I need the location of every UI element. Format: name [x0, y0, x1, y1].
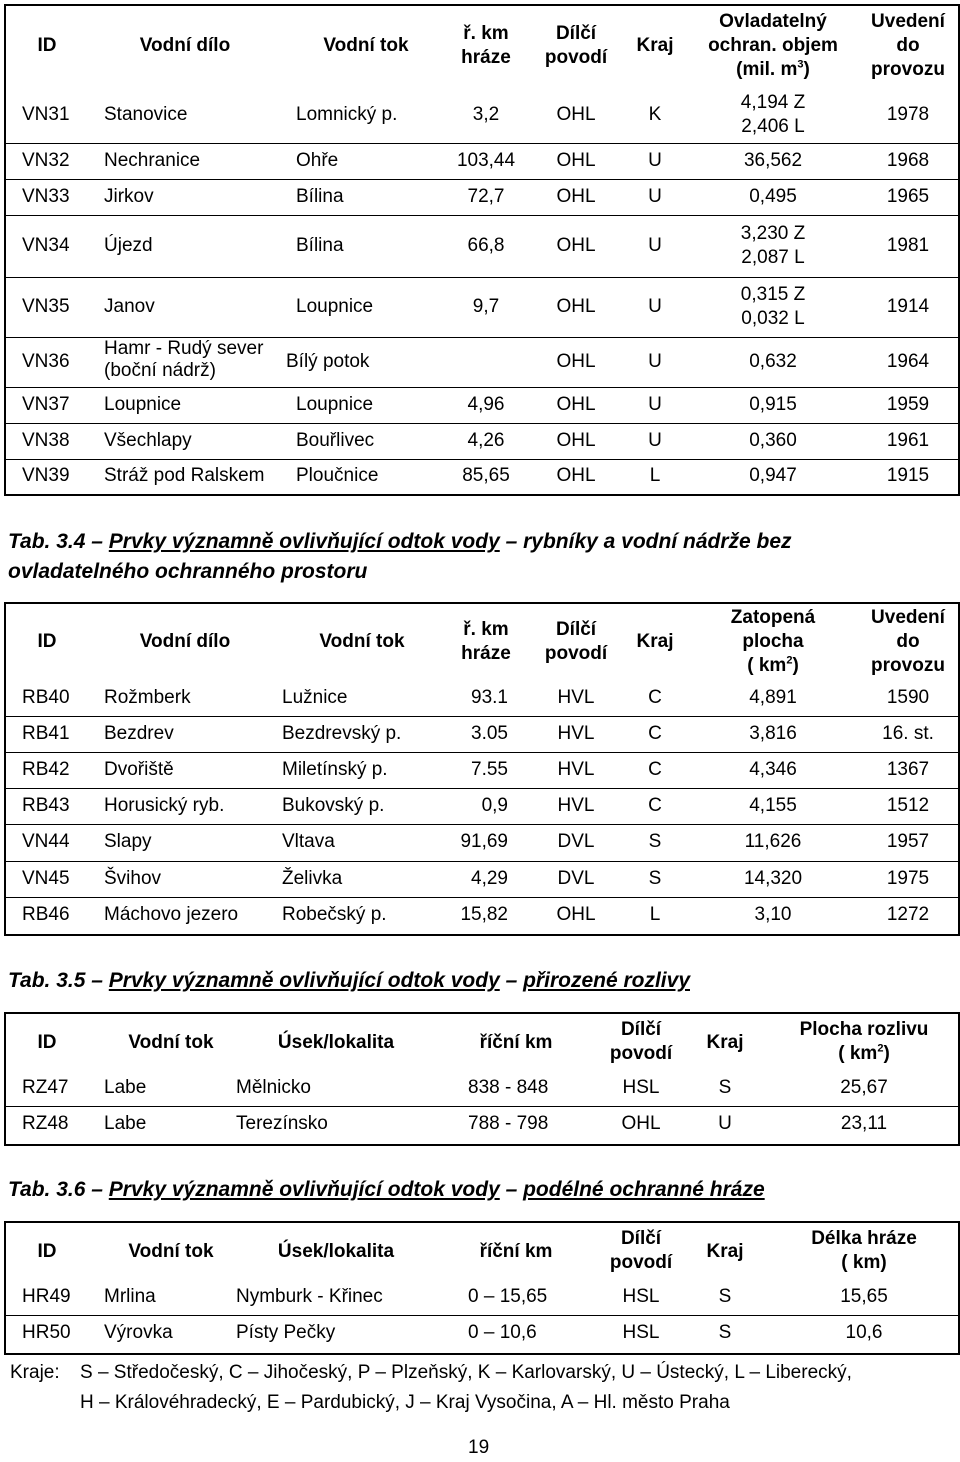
- cell-kraj: C: [648, 795, 662, 816]
- cell-kraj: C: [648, 723, 662, 744]
- cell-id: HR50: [22, 1322, 71, 1343]
- legend-line1: S – Středočeský, C – Jihočeský, P – Plzeňský, K – Karlovarský, U – Ústecký, L – Liberecký,: [80, 1362, 852, 1383]
- caption-tail: podélné ochranné hráze: [523, 1178, 765, 1201]
- cell-km: 66,8: [467, 235, 505, 256]
- cell-povodi: OHL: [556, 186, 596, 207]
- superscript: 2: [786, 654, 793, 667]
- cell-id: RB41: [22, 723, 70, 744]
- caption-underlined: Prvky významně ovlivňující odtok vody: [108, 530, 500, 553]
- col-header-povodi: [536, 22, 616, 70]
- table-row: [6, 86, 958, 143]
- col-header-kraj: Kraj: [636, 35, 674, 56]
- header-line: plocha: [742, 631, 804, 652]
- cell-povodi: OHL: [556, 465, 596, 486]
- cell-rok: 1512: [886, 795, 930, 816]
- col-header-dilo: Vodní dílo: [139, 631, 231, 652]
- col-header-km: [446, 22, 526, 70]
- header-line: ( km): [841, 1252, 887, 1273]
- table-rybniky: [4, 602, 960, 936]
- cell-km: 788 - 798: [468, 1113, 549, 1134]
- header-line: povodí: [544, 47, 608, 68]
- cell-povodi: OHL: [556, 394, 596, 415]
- cell-km: 15,82: [460, 904, 508, 925]
- cell-dilo: Máchovo jezero: [104, 904, 239, 925]
- header-part: ( km: [747, 655, 787, 676]
- caption-underlined: Prvky významně ovlivňující odtok vody: [108, 1178, 500, 1201]
- cell-id: RZ48: [22, 1113, 69, 1134]
- cell-objem: 2,087 L: [741, 247, 805, 268]
- cell-dilo: Bezdrev: [104, 723, 174, 744]
- cell-plocha: 11,626: [744, 831, 802, 852]
- cell-kraj: C: [648, 759, 662, 780]
- cell-tok: Výrovka: [104, 1322, 173, 1343]
- cell-povodi: DVL: [557, 868, 595, 889]
- cell-km: 91,69: [460, 831, 508, 852]
- col-header-tok: Vodní tok: [319, 631, 405, 652]
- cell-povodi: OHL: [556, 296, 596, 317]
- cell-id: VN38: [22, 430, 70, 451]
- header-part: (mil. m: [736, 59, 798, 80]
- col-header-plocha: [770, 1018, 958, 1066]
- cell-id: VN33: [22, 186, 70, 207]
- header-line: Ovladatelný: [719, 11, 827, 32]
- header-line: ř. km: [463, 619, 509, 640]
- caption-tab-3-5: Tab. 3.5 – Prvky významně ovlivňující odtok vody – přirozené rozlivy: [8, 969, 690, 992]
- cell-objem: 36,562: [743, 150, 803, 171]
- cell-rok: 1367: [886, 759, 930, 780]
- table-row: [6, 752, 958, 788]
- cell-kraj: S: [648, 831, 662, 852]
- col-header-povodi: [601, 1227, 681, 1275]
- cell-dilo: Jirkov: [104, 186, 154, 207]
- cell-tok: Bílý potok: [286, 351, 370, 372]
- cell-tok: Bukovský p.: [282, 795, 385, 816]
- col-header-id: ID: [37, 631, 57, 652]
- table-row: [6, 897, 958, 933]
- cell-povodi: OHL: [621, 1113, 661, 1134]
- cell-km: 0,9: [481, 795, 508, 816]
- cell-plocha: 4,155: [749, 795, 797, 816]
- cell-tok: Miletínský p.: [282, 759, 388, 780]
- cell-kraj: S: [648, 868, 662, 889]
- table-header: [6, 6, 958, 86]
- cell-value: 10,6: [845, 1322, 883, 1343]
- header-line: provozu: [871, 655, 945, 676]
- header-line: ochran. objem: [708, 35, 838, 56]
- cell-kraj: S: [718, 1322, 732, 1343]
- cell-tok: Bílina: [296, 235, 344, 256]
- cell-kraj: U: [648, 296, 662, 317]
- header-line: [698, 58, 848, 82]
- cell-km: 7.55: [471, 759, 508, 780]
- cell-rok: 1590: [886, 687, 930, 708]
- cell-povodi: HVL: [557, 723, 595, 744]
- cell-objem: 0,495: [749, 186, 797, 207]
- cell-povodi: OHL: [556, 104, 596, 125]
- table-hraze: [4, 1221, 960, 1355]
- cell-id: VN36: [22, 351, 70, 372]
- cell-povodi: HSL: [622, 1286, 660, 1307]
- col-header-tok: Vodní tok: [128, 1241, 214, 1262]
- cell-value: 25,67: [840, 1077, 888, 1098]
- table-header: [6, 604, 958, 680]
- cell-km: 4,96: [467, 394, 505, 415]
- col-header-km: [446, 618, 526, 666]
- col-header-kraj: Kraj: [706, 1241, 744, 1262]
- header-line: povodí: [609, 1252, 673, 1273]
- cell-tok: Lomnický p.: [296, 104, 398, 125]
- caption-tab-3-4: Tab. 3.4 – Prvky významně ovlivňující odtok vody – rybníky a vodní nádrže bez: [8, 530, 792, 553]
- header-line: Uvedení: [871, 607, 945, 628]
- header-line: Dílčí: [555, 23, 597, 44]
- cell-km: 838 - 848: [468, 1077, 549, 1098]
- cell-povodi: HVL: [557, 795, 595, 816]
- cell-kraj: U: [648, 235, 662, 256]
- cell-objem: 0,032 L: [741, 308, 805, 329]
- caption-number: Tab. 3.5: [8, 969, 86, 992]
- cell-plocha: 3,816: [749, 723, 797, 744]
- cell-tok: Želivka: [282, 868, 343, 889]
- col-header-usek: Úsek/lokalita: [277, 1032, 395, 1053]
- cell-km: 9,7: [472, 296, 500, 317]
- cell-rok: 1961: [886, 430, 930, 451]
- superscript: 2: [877, 1042, 884, 1055]
- table-rozlivy: [4, 1012, 960, 1146]
- cell-objem: 0,632: [749, 351, 797, 372]
- cell-dilo: Stráž pod Ralskem: [104, 465, 265, 486]
- cell-kraj: U: [648, 430, 662, 451]
- table-row: [6, 387, 958, 423]
- cell-plocha: 14,320: [743, 868, 803, 889]
- cell-id: HR49: [22, 1286, 71, 1307]
- legend-line2: H – Královéhradecký, E – Pardubický, J – Kraj Vysočina, A – Hl. město Praha: [80, 1392, 730, 1413]
- caption-underlined: Prvky významně ovlivňující odtok vody: [108, 969, 500, 992]
- cell-dilo: Loupnice: [104, 394, 182, 415]
- cell-povodi: OHL: [556, 235, 596, 256]
- header-line: Uvedení: [871, 11, 945, 32]
- cell-tok: Ohře: [296, 150, 339, 171]
- caption-tab-3-6: Tab. 3.6 – Prvky významně ovlivňující odtok vody – podélné ochranné hráze: [8, 1178, 765, 1201]
- cell-povodi: HSL: [622, 1322, 660, 1343]
- cell-usek: Terezínsko: [236, 1113, 328, 1134]
- cell-rok: 1968: [886, 150, 930, 171]
- header-part: ): [803, 59, 810, 80]
- cell-povodi: HSL: [622, 1077, 660, 1098]
- table-row: [6, 143, 958, 179]
- col-header-id: ID: [37, 1032, 57, 1053]
- cell-value: 15,65: [840, 1286, 888, 1307]
- header-line: [698, 654, 848, 678]
- cell-id: VN37: [22, 394, 70, 415]
- caption-number: Tab. 3.4: [8, 530, 86, 553]
- cell-usek: Mělnicko: [236, 1077, 311, 1098]
- header-line: Zatopená: [730, 607, 816, 628]
- col-header-provoz: [858, 10, 958, 82]
- cell-plocha: 4,891: [749, 687, 797, 708]
- caption-tail: rybníky a vodní nádrže bez: [523, 530, 792, 553]
- cell-tok: Vltava: [282, 831, 335, 852]
- cell-kraj: U: [648, 150, 662, 171]
- cell-kraj: C: [648, 687, 662, 708]
- cell-rok: 1272: [886, 904, 930, 925]
- cell-id: RB42: [22, 759, 70, 780]
- table-row: [6, 824, 958, 860]
- col-header-km: říční km: [479, 1032, 553, 1053]
- cell-id: VN31: [22, 104, 70, 125]
- cell-kraj: K: [648, 104, 662, 125]
- cell-id: VN35: [22, 296, 70, 317]
- cell-km: 3,2: [472, 104, 500, 125]
- cell-id: VN45: [22, 868, 70, 889]
- cell-km: 4,29: [471, 868, 508, 889]
- cell-povodi: DVL: [557, 831, 595, 852]
- cell-objem: 0,947: [749, 465, 797, 486]
- cell-rok: 1981: [886, 235, 930, 256]
- header-line: Dílčí: [620, 1019, 662, 1040]
- col-header-kraj: Kraj: [636, 631, 674, 652]
- col-header-usek: Úsek/lokalita: [277, 1241, 395, 1262]
- col-header-id: ID: [37, 35, 57, 56]
- caption-tail: přirozené rozlivy: [523, 969, 690, 992]
- cell-tok: Bílina: [296, 186, 344, 207]
- cell-rok: 1975: [886, 868, 930, 889]
- cell-id: RB40: [22, 687, 70, 708]
- header-line: ř. km: [463, 23, 509, 44]
- cell-tok: Bezdrevský p.: [282, 723, 402, 744]
- header-part: ): [883, 1043, 890, 1064]
- cell-dilo: Hamr - Rudý sever: [104, 338, 264, 359]
- header-line: provozu: [871, 59, 945, 80]
- cell-dilo: Slapy: [104, 831, 152, 852]
- col-header-km: říční km: [479, 1241, 553, 1262]
- table-row: [6, 423, 958, 459]
- cell-usek: Písty Pečky: [236, 1322, 336, 1343]
- superscript: 3: [797, 58, 804, 71]
- header-line: hráze: [461, 643, 511, 664]
- cell-dilo: Všechlapy: [104, 430, 192, 451]
- cell-povodi: HVL: [557, 687, 595, 708]
- cell-tok: Labe: [104, 1113, 147, 1134]
- cell-dilo: (boční nádrž): [104, 360, 216, 381]
- cell-dilo: Švihov: [104, 868, 162, 889]
- table-row: [6, 179, 958, 215]
- cell-km: 3.05: [471, 723, 508, 744]
- header-line: hráze: [461, 47, 511, 68]
- cell-plocha: 4,346: [749, 759, 797, 780]
- cell-kraj: U: [648, 186, 662, 207]
- header-line: Plocha rozlivu: [799, 1019, 929, 1040]
- header-line: [770, 1042, 958, 1066]
- col-header-provoz: [858, 606, 958, 678]
- cell-id: RB46: [22, 904, 70, 925]
- cell-id: RZ47: [22, 1077, 69, 1098]
- cell-povodi: OHL: [556, 904, 596, 925]
- cell-dilo: Dvořiště: [104, 759, 174, 780]
- table-row: [6, 861, 958, 897]
- cell-rok: 1914: [886, 296, 930, 317]
- cell-plocha: 3,10: [754, 904, 792, 925]
- cell-kraj: L: [649, 904, 661, 925]
- table-vodni-nadrze: [4, 4, 960, 496]
- cell-rok: 1965: [886, 186, 930, 207]
- cell-tok: Ploučnice: [296, 465, 379, 486]
- cell-dilo: Újezd: [104, 235, 153, 256]
- cell-km: 0 – 10,6: [468, 1322, 537, 1343]
- cell-povodi: HVL: [557, 759, 595, 780]
- col-header-tok: Vodní tok: [323, 35, 409, 56]
- cell-povodi: OHL: [556, 430, 596, 451]
- cell-tok: Robečský p.: [282, 904, 387, 925]
- header-part: ( km: [838, 1043, 878, 1064]
- cell-rok: 1978: [886, 104, 930, 125]
- table-header: [6, 1014, 958, 1070]
- col-header-tok: Vodní tok: [128, 1032, 214, 1053]
- table-header: [6, 1223, 958, 1279]
- cell-povodi: OHL: [556, 351, 596, 372]
- header-line: do: [896, 631, 920, 652]
- table-row: [6, 1279, 958, 1315]
- cell-objem: 4,194 Z: [740, 92, 806, 113]
- cell-tok: Bouřlivec: [296, 430, 375, 451]
- cell-kraj: U: [648, 394, 662, 415]
- cell-kraj: L: [649, 465, 661, 486]
- cell-km: 103,44: [456, 150, 516, 171]
- cell-km: 85,65: [462, 465, 510, 486]
- col-header-povodi: [601, 1018, 681, 1066]
- cell-km: 93.1: [471, 687, 508, 708]
- cell-km: 72,7: [467, 186, 505, 207]
- cell-dilo: Horusický ryb.: [104, 795, 225, 816]
- table-row: [6, 1070, 958, 1106]
- legend-label: Kraje:: [10, 1362, 60, 1383]
- cell-rok: 1959: [886, 394, 930, 415]
- cell-kraj: S: [718, 1077, 732, 1098]
- col-header-povodi: [536, 618, 616, 666]
- table-row: [6, 277, 958, 337]
- cell-dilo: Rožmberk: [104, 687, 191, 708]
- cell-objem: 2,406 L: [741, 116, 805, 137]
- cell-kraj: U: [718, 1113, 732, 1134]
- table-row: [6, 1106, 958, 1142]
- cell-rok: 1957: [886, 831, 930, 852]
- cell-id: RB43: [22, 795, 70, 816]
- cell-rok: 1964: [886, 351, 930, 372]
- cell-objem: 0,315 Z: [740, 284, 806, 305]
- cell-dilo: Stanovice: [104, 104, 188, 125]
- legend: [10, 1358, 852, 1388]
- table-row: [6, 788, 958, 824]
- cell-rok: 16. st.: [882, 723, 934, 744]
- cell-objem: 3,230 Z: [740, 223, 806, 244]
- table-row: [6, 716, 958, 752]
- cell-km: 0 – 15,65: [468, 1286, 548, 1307]
- caption-line2: ovladatelného ochranného prostoru: [8, 560, 368, 583]
- table-row: [6, 1315, 958, 1351]
- cell-tok: Lužnice: [282, 687, 348, 708]
- col-header-plocha: [698, 606, 848, 678]
- page-number: 19: [468, 1437, 490, 1458]
- cell-objem: 0,915: [749, 394, 797, 415]
- col-header-id: ID: [37, 1241, 57, 1262]
- cell-dilo: Nechranice: [104, 150, 201, 171]
- header-part: ): [792, 655, 799, 676]
- cell-id: VN39: [22, 465, 70, 486]
- table-row: [6, 680, 958, 716]
- table-row: [6, 337, 958, 387]
- cell-id: VN32: [22, 150, 70, 171]
- cell-id: VN34: [22, 235, 70, 256]
- cell-tok: Loupnice: [296, 296, 374, 317]
- header-line: povodí: [609, 1043, 673, 1064]
- cell-km: 4,26: [467, 430, 505, 451]
- header-line: do: [896, 35, 920, 56]
- header-line: Délka hráze: [811, 1228, 917, 1249]
- cell-tok: Mrlina: [104, 1286, 156, 1307]
- col-header-dilo: Vodní dílo: [139, 35, 231, 56]
- header-line: Dílčí: [555, 619, 597, 640]
- cell-usek: Nymburk - Křinec: [236, 1286, 383, 1307]
- cell-rok: 1915: [886, 465, 930, 486]
- cell-kraj: U: [648, 351, 662, 372]
- cell-value: 23,11: [840, 1113, 888, 1134]
- caption-number: Tab. 3.6: [8, 1178, 86, 1201]
- header-line: povodí: [544, 643, 608, 664]
- col-header-objem: [698, 10, 848, 82]
- cell-kraj: S: [718, 1286, 732, 1307]
- col-header-delka: [770, 1227, 958, 1275]
- cell-tok: Loupnice: [296, 394, 374, 415]
- cell-dilo: Janov: [104, 296, 155, 317]
- cell-povodi: OHL: [556, 150, 596, 171]
- table-row: [6, 459, 958, 492]
- cell-tok: Labe: [104, 1077, 147, 1098]
- col-header-kraj: Kraj: [706, 1032, 744, 1053]
- table-row: [6, 215, 958, 277]
- cell-objem: 0,360: [749, 430, 797, 451]
- cell-id: VN44: [22, 831, 70, 852]
- header-line: Dílčí: [620, 1228, 662, 1249]
